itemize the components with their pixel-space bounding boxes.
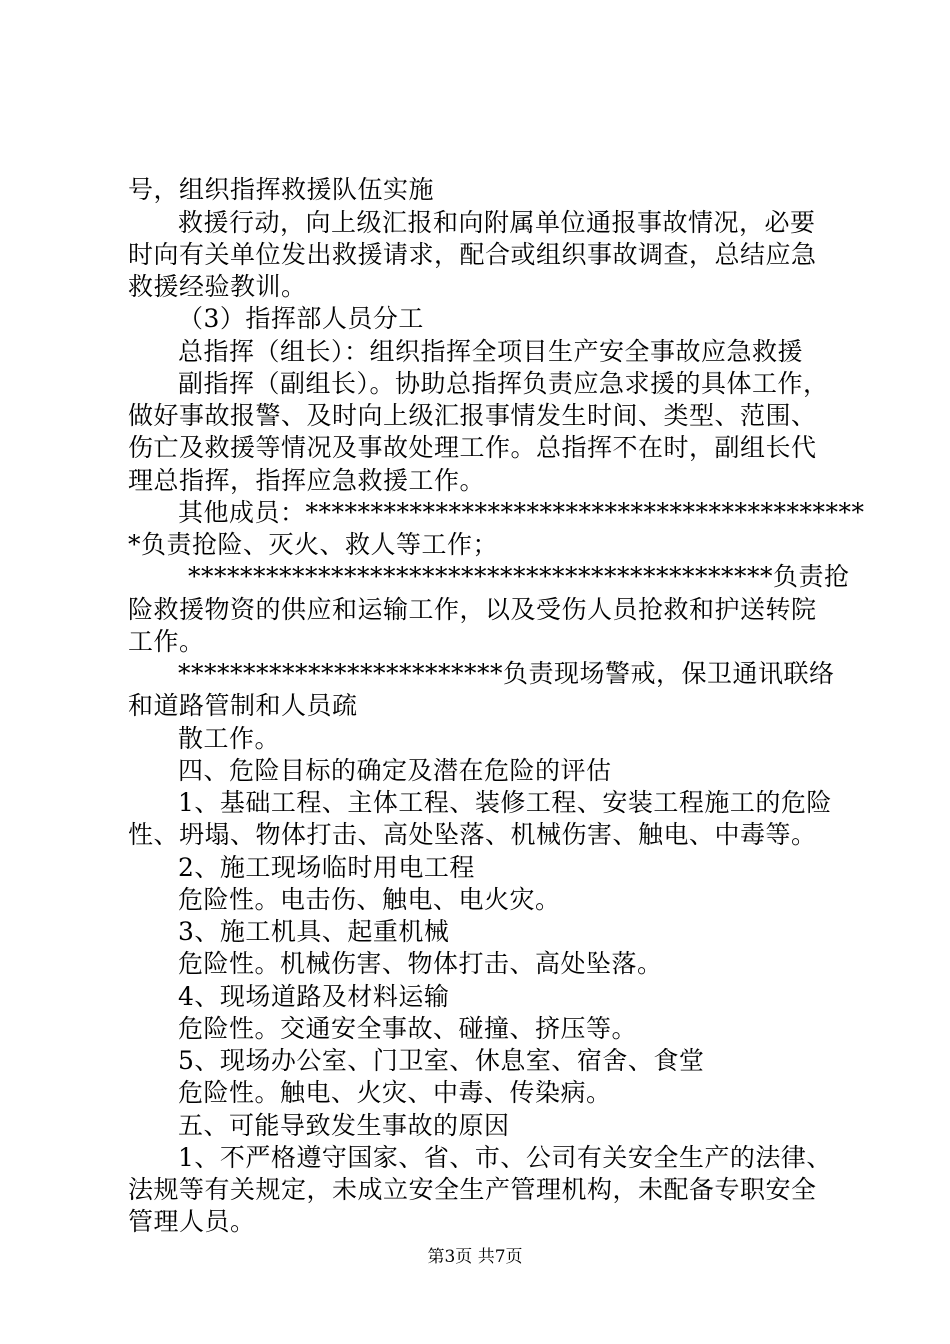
text-line: 2、施工现场临时用电工程 bbox=[178, 853, 475, 882]
text-line: 号，组织指挥救援队伍实施 bbox=[128, 175, 435, 204]
text-line: 性、坍塌、物体打击、高处坠落、机械伤害、触电、中毒等。 bbox=[128, 820, 817, 849]
text-line: 危险性。机械伤害、物体打击、高处坠落。 bbox=[178, 949, 663, 978]
text-line: 做好事故报警、及时向上级汇报事情发生时间、类型、范围、 bbox=[128, 401, 817, 430]
text-line: 危险性。触电、火灾、中毒、传染病。 bbox=[178, 1078, 612, 1107]
text-line: 危险性。电击伤、触电、电火灾。 bbox=[178, 885, 561, 914]
text-line: 其他成员：******************************************* bbox=[178, 498, 865, 527]
text-line: *负责抢险、灭火、救人等工作； bbox=[128, 530, 499, 559]
text-line: 伤亡及救援等情况及事故处理工作。总指挥不在时，副组长代 bbox=[128, 433, 817, 462]
text-line: 副指挥（副组长）。协助总指挥负责应急求援的具体工作， bbox=[178, 369, 829, 398]
section-heading: 五、可能导致发生事故的原因 bbox=[178, 1111, 510, 1140]
section-heading: 四、危险目标的确定及潜在危险的评估 bbox=[178, 756, 612, 785]
text-line: 和道路管制和人员疏 bbox=[128, 691, 358, 720]
text-line: 1、不严格遵守国家、省、市、公司有关安全生产的法律、 bbox=[178, 1143, 832, 1172]
text-line: *********************************************负责抢 bbox=[188, 562, 850, 591]
text-line: 管理人员。 bbox=[128, 1207, 256, 1236]
text-line: 理总指挥，指挥应急救援工作。 bbox=[128, 466, 486, 495]
text-line: *************************负责现场警戒，保卫通讯联络 bbox=[178, 659, 835, 688]
text-line: 散工作。 bbox=[178, 724, 281, 753]
text-line: 工作。 bbox=[128, 627, 205, 656]
text-line: 危险性。交通安全事故、碰撞、挤压等。 bbox=[178, 1014, 638, 1043]
page-footer bbox=[0, 1247, 950, 1267]
section-heading: （3）指挥部人员分工 bbox=[178, 304, 424, 333]
text-line: 3、施工机具、起重机械 bbox=[178, 917, 450, 946]
text-line: 救援行动，向上级汇报和向附属单位通报事故情况，必要 bbox=[178, 208, 816, 237]
text-line: 法规等有关规定，未成立安全生产管理机构，未配备专职安全 bbox=[128, 1175, 817, 1204]
page-number-label: 第3页 共7页 bbox=[427, 1247, 523, 1267]
text-line: 1、基础工程、主体工程、装修工程、安装工程施工的危险 bbox=[178, 788, 832, 817]
text-line: 4、现场道路及材料运输 bbox=[178, 982, 450, 1011]
text-line: 总指挥（组长）：组织指挥全项目生产安全事故应急救援 bbox=[178, 337, 804, 366]
text-line: 时向有关单位发出救援请求，配合或组织事故调查，总结应急 bbox=[128, 240, 817, 269]
text-line: 救援经验教训。 bbox=[128, 272, 307, 301]
text-line: 5、现场办公室、门卫室、休息室、宿舍、食堂 bbox=[178, 1046, 705, 1075]
text-line: 险救援物资的供应和运输工作，以及受伤人员抢救和护送转院 bbox=[128, 595, 817, 624]
